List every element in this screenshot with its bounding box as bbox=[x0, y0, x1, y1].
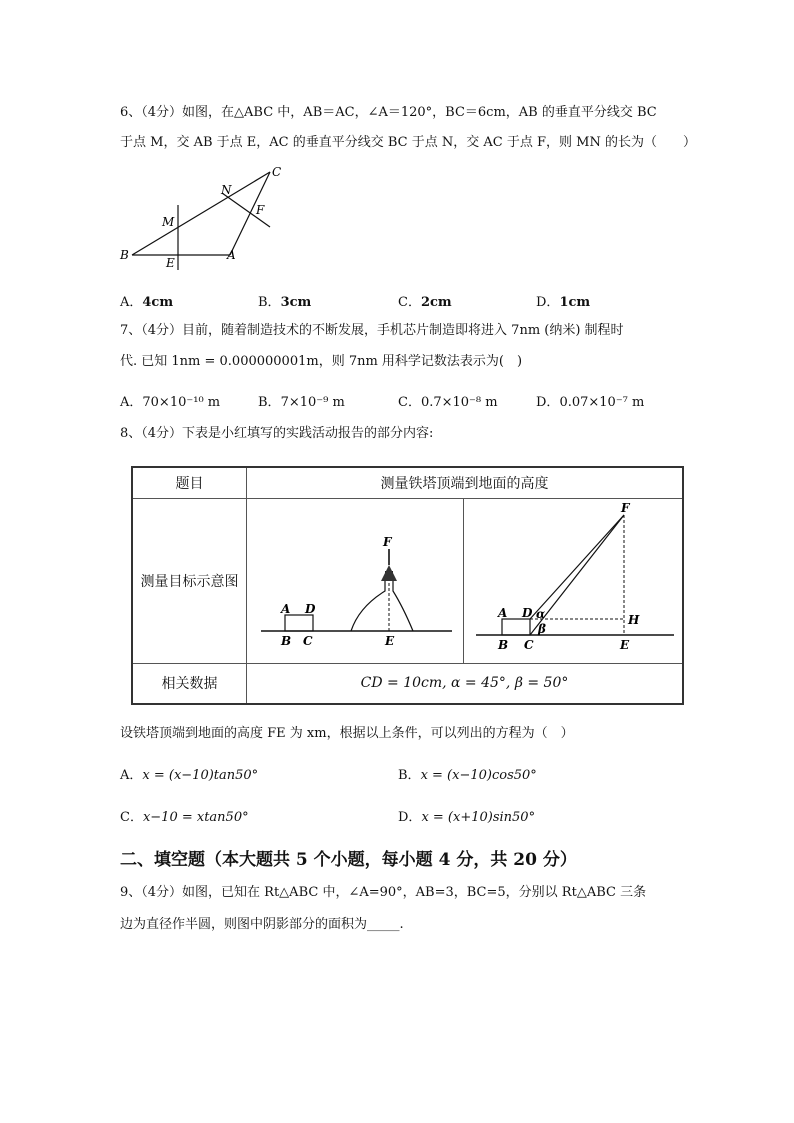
q8-option-d[interactable] bbox=[398, 806, 535, 825]
q8-option-b-text: x = (x−10)cos50° bbox=[420, 768, 537, 783]
q6-option-c-letter: C． bbox=[398, 295, 421, 310]
q8-option-d-letter: D． bbox=[398, 810, 422, 825]
q9-text-line1: 9、（4分）如图，已知在 Rt△ABC 中，∠A=90°，AB=3，BC=5，分别以 Rt△ABC 三条 bbox=[120, 885, 647, 900]
q8-intro: 8、（4分）下表是小红填写的实践活动报告的部分内容: bbox=[120, 426, 434, 441]
q6-option-a-text: 4cm bbox=[142, 295, 174, 310]
q7-option-d-text: 0.07×10⁻⁷ m bbox=[559, 395, 645, 410]
fig1-label-e: E bbox=[385, 633, 395, 648]
fig2-label-e: E bbox=[620, 637, 630, 652]
section-heading: 二、填空题（本大题共 5 个小题，每小题 4 分，共 20 分） bbox=[120, 850, 577, 870]
q6-label-a: A bbox=[227, 248, 236, 262]
q8-option-c[interactable] bbox=[120, 806, 249, 825]
q8-report-table bbox=[131, 466, 684, 702]
q8-option-d-text: x = (x+10)sin50° bbox=[421, 810, 536, 825]
q6-option-d[interactable] bbox=[536, 291, 590, 310]
q8-question: 设铁塔顶端到地面的高度 FE 为 xm，根据以上条件，可以列出的方程为（ ） bbox=[120, 726, 574, 741]
table-diagram-cell-2 bbox=[464, 498, 684, 663]
table-diagram-cell-1 bbox=[247, 498, 464, 663]
fig2-label-d: D bbox=[522, 605, 533, 620]
fig1-label-f: F bbox=[383, 534, 392, 549]
q7-text-line2: 代. 已知 1nm = 0.000000001m，则 7nm 用科学记数法表示为( ) bbox=[120, 354, 523, 369]
q7-option-b[interactable] bbox=[258, 391, 345, 410]
fig2-label-a: A bbox=[498, 605, 508, 620]
q7-option-c-letter: C． bbox=[398, 395, 421, 410]
q6-label-m: M bbox=[162, 215, 175, 229]
fig2-label-alpha: α bbox=[536, 606, 546, 621]
q7-option-d[interactable] bbox=[536, 391, 644, 410]
q8-option-b-letter: B． bbox=[398, 768, 421, 783]
fig2-label-beta: β bbox=[538, 621, 546, 636]
q6-option-d-letter: D． bbox=[536, 295, 560, 310]
fig2-label-f: F bbox=[621, 500, 630, 515]
q7-text-line1: 7、（4分）目前，随着制造技术的不断发展，手机芯片制造即将进入 7nm (纳米) 制程时 bbox=[120, 323, 624, 338]
q7-option-b-letter: B． bbox=[258, 395, 281, 410]
q6-label-e: E bbox=[166, 256, 175, 270]
table-head-diagram: 测量目标示意图 bbox=[132, 498, 247, 663]
q6-option-d-text: 1cm bbox=[559, 295, 591, 310]
fig1-label-d: D bbox=[305, 601, 316, 616]
q6-option-a[interactable] bbox=[120, 291, 173, 310]
q8-option-b[interactable] bbox=[398, 764, 537, 783]
q6-triangle-figure bbox=[110, 160, 300, 275]
q8-option-a-text: x = (x−10)tan50° bbox=[142, 768, 259, 783]
fig2-label-b: B bbox=[498, 637, 509, 652]
q7-option-a-text: 70×10⁻¹⁰ m bbox=[142, 395, 221, 410]
fig2-line-df bbox=[530, 515, 624, 619]
q7-option-a-letter: A． bbox=[120, 395, 143, 410]
q6-option-b-letter: B． bbox=[258, 295, 281, 310]
fig1-label-b: B bbox=[281, 633, 292, 648]
q7-option-a[interactable] bbox=[120, 391, 220, 410]
fig1-label-a: A bbox=[281, 601, 291, 616]
tower-figure-1 bbox=[247, 499, 463, 659]
q6-text-line1: 6、（4分）如图，在△ABC 中，AB＝AC，∠A＝120°，BC＝6cm，AB 的垂直平分线交 BC bbox=[120, 105, 657, 120]
q6-option-b[interactable] bbox=[258, 291, 311, 310]
table-head-data: 相关数据 bbox=[132, 663, 247, 704]
fig1-tower-body bbox=[351, 575, 413, 631]
q6-option-c[interactable] bbox=[398, 291, 452, 310]
fig2-label-h: H bbox=[628, 612, 640, 627]
fig1-label-c: C bbox=[303, 633, 313, 648]
fig1-tower-spire bbox=[381, 565, 397, 581]
fig1-box bbox=[285, 615, 313, 631]
q6-label-c: C bbox=[272, 165, 282, 179]
q6-option-c-text: 2cm bbox=[420, 295, 452, 310]
q7-option-c[interactable] bbox=[398, 391, 498, 410]
tower-figure-2 bbox=[464, 499, 682, 659]
q8-option-a-letter: A． bbox=[120, 768, 143, 783]
fig2-label-c: C bbox=[524, 637, 534, 652]
q8-option-c-text: x−10 = xtan50° bbox=[142, 810, 249, 825]
table-data-value: CD = 10cm, α = 45°, β = 50° bbox=[247, 663, 684, 704]
q6-option-a-letter: A． bbox=[120, 295, 143, 310]
q6-side-bc bbox=[132, 172, 270, 255]
table-title-value: 测量铁塔顶端到地面的高度 bbox=[247, 467, 684, 498]
q7-option-d-letter: D． bbox=[536, 395, 560, 410]
q6-label-f: F bbox=[256, 203, 265, 217]
q6-option-b-text: 3cm bbox=[280, 295, 312, 310]
q6-text-line2: 于点 M，交 AB 于点 E，AC 的垂直平分线交 BC 于点 N，交 AC 于点 F，则 MN 的长为（ ） bbox=[120, 135, 696, 150]
table-head-title: 题目 bbox=[132, 467, 247, 498]
q6-label-n: N bbox=[221, 183, 232, 197]
q8-option-c-letter: C． bbox=[120, 810, 143, 825]
q7-option-b-text: 7×10⁻⁹ m bbox=[280, 395, 345, 410]
q6-label-b: B bbox=[120, 248, 129, 262]
fig2-box bbox=[502, 619, 530, 635]
q8-option-a[interactable] bbox=[120, 764, 258, 783]
q7-option-c-text: 0.7×10⁻⁸ m bbox=[420, 395, 498, 410]
q9-text-line2: 边为直径作半圆，则图中阴影部分的面积为_____. bbox=[120, 917, 404, 932]
